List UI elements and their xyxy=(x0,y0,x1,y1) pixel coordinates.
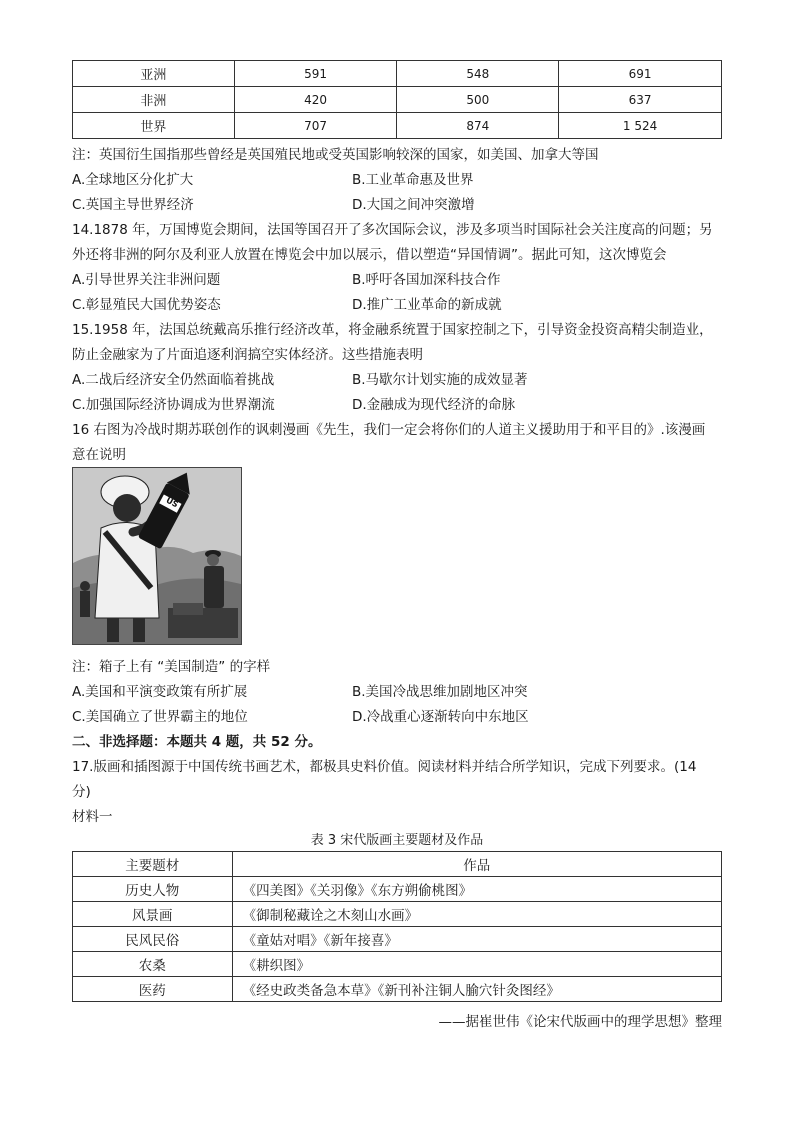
column-header: 主要题材 xyxy=(73,852,233,877)
q14-option-d: D.推广工业革命的新成就 xyxy=(352,297,502,313)
q16-stem-line2: 意在说明 xyxy=(72,447,126,463)
table-cell: 420 xyxy=(234,87,397,113)
table-cell: 1 524 xyxy=(559,113,722,139)
table-row xyxy=(73,877,722,902)
table-cell: 风景画 xyxy=(73,902,233,927)
q16-option-c: C.美国确立了世界霸主的地位 xyxy=(72,709,248,725)
q13-option-d: D.大国之间冲突激增 xyxy=(352,197,475,213)
q13-option-c: C.英国主导世界经济 xyxy=(72,197,194,213)
section-heading: 二、非选择题：本题共 4 题，共 52 分。 xyxy=(72,734,322,750)
table-row xyxy=(73,61,722,87)
table-cell: 874 xyxy=(397,113,559,139)
q15-stem-line2: 防止金融家为了片面追逐利润搞空实体经济。这些措施表明 xyxy=(72,347,423,363)
table-row xyxy=(73,902,722,927)
population-table xyxy=(72,60,722,139)
table-cell: 历史人物 xyxy=(73,877,233,902)
q16-option-d: D.冷战重心逐渐转向中东地区 xyxy=(352,709,529,725)
table-cell: 非洲 xyxy=(73,87,235,113)
table-cell: 《童姑对唱》《新年接喜》 xyxy=(232,927,721,952)
q17-stem-line1: 17.版画和插图源于中国传统书画艺术，都极具史料价值。阅读材料并结合所学知识，完成下列要求。(14 xyxy=(72,759,697,775)
table-cell: 707 xyxy=(234,113,397,139)
q14-option-a: A.引导世界关注非洲问题 xyxy=(72,272,221,288)
q15-option-c: C.加强国际经济协调成为世界潮流 xyxy=(72,397,275,413)
q13-note: 注：英国衍生国指那些曾经是英国殖民地或受英国影响较深的国家，如美国、加拿大等国 xyxy=(72,147,599,163)
q16-note: 注：箱子上有 “美国制造” 的字样 xyxy=(72,659,271,675)
table-header-row xyxy=(73,852,722,877)
table-cell: 医药 xyxy=(73,977,233,1002)
q14-option-b: B.呼吁各国加深科技合作 xyxy=(352,272,501,288)
table-cell: 《御制秘藏诠之木刻山水画》 xyxy=(232,902,721,927)
table-cell: 637 xyxy=(559,87,722,113)
table-cell: 农桑 xyxy=(73,952,233,977)
q16-option-a: A.美国和平演变政策有所扩展 xyxy=(72,684,248,700)
q16-stem-line1: 16 右图为冷战时期苏联创作的讽刺漫画《先生，我们一定会将你们的人道主义援助用于和平目的》.该漫画 xyxy=(72,422,706,438)
table-row xyxy=(73,977,722,1002)
satirical-cartoon-image xyxy=(72,467,242,645)
q14-stem-line1: 14.1878 年，万国博览会期间，法国等国召开了多次国际会议，涉及多项当时国际社会关注度高的问题；另 xyxy=(72,222,713,238)
q15-stem-line1: 15.1958 年，法国总统戴高乐推行经济改革，将金融系统置于国家控制之下，引导资金投资高精尖制造业， xyxy=(72,322,713,338)
table-row xyxy=(73,927,722,952)
q15-option-d: D.金融成为现代经济的命脉 xyxy=(352,397,516,413)
q14-stem-line2: 外还将非洲的阿尔及利亚人放置在博览会中加以展示，借以塑造“异国情调”。据此可知，这次博览会 xyxy=(72,247,667,263)
table-cell: 548 xyxy=(397,61,559,87)
table-cell: 世界 xyxy=(73,113,235,139)
q16-option-b: B.美国冷战思维加剧地区冲突 xyxy=(352,684,528,700)
q17-stem-line2: 分) xyxy=(72,784,91,800)
table-cell: 《四美图》《关羽像》《东方朔偷桃图》 xyxy=(232,877,721,902)
q14-option-c: C.彰显殖民大国优势姿态 xyxy=(72,297,221,313)
table-cell: 500 xyxy=(397,87,559,113)
table-cell: 591 xyxy=(234,61,397,87)
q17-material-label: 材料一 xyxy=(72,809,113,825)
table-cell: 亚洲 xyxy=(73,61,235,87)
source-citation: ——据崔世伟《论宋代版画中的理学思想》整理 xyxy=(438,1014,722,1030)
table-cell: 691 xyxy=(559,61,722,87)
table-row xyxy=(73,952,722,977)
table-row xyxy=(73,87,722,113)
q15-option-b: B.马歇尔计划实施的成效显著 xyxy=(352,372,528,388)
q15-option-a: A.二战后经济安全仍然面临着挑战 xyxy=(72,372,275,388)
song-prints-table xyxy=(72,851,722,1002)
table-cell: 《经史政类备急本草》《新刊补注铜人腧穴针灸图经》 xyxy=(232,977,721,1002)
column-header: 作品 xyxy=(232,852,721,877)
table-caption: 表 3 宋代版画主要题材及作品 xyxy=(310,833,484,848)
q13-option-b: B.工业革命惠及世界 xyxy=(352,172,474,188)
table-row xyxy=(73,113,722,139)
q13-option-a: A.全球地区分化扩大 xyxy=(72,172,194,188)
table-cell: 《耕织图》 xyxy=(232,952,721,977)
missile-label: US xyxy=(164,495,180,510)
table-cell: 民风民俗 xyxy=(73,927,233,952)
